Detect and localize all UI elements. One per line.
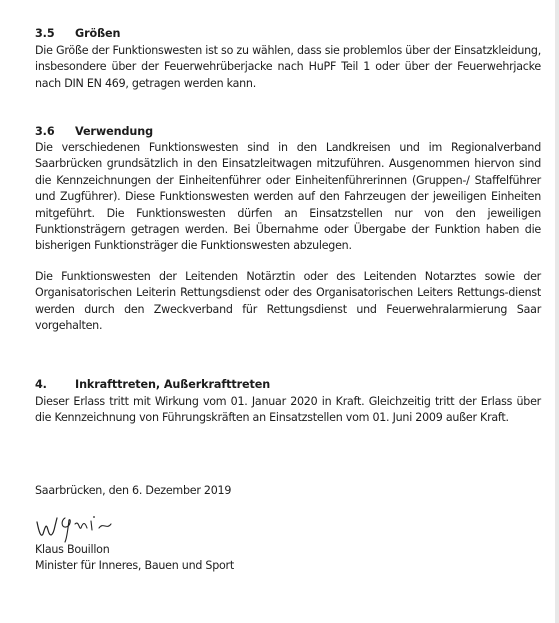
section-heading-3-5: [35, 26, 120, 42]
section-heading-4: [35, 377, 270, 393]
section-body-3-6-paragraph-2: Die Funktionswesten der Leitenden Notärztin oder des Leitenden Notarztes sowie der Organisatorischen Leiterin Rettungsdienst oder des Organisatorischen Leiters Rettungs-dienst werden durch den Zweckverband für Rettungsdienst und Feuerwehralarmierung Saar vorgehalten.: [35, 270, 541, 333]
signer-name: Klaus Bouillon: [35, 543, 110, 556]
handwritten-signature: [35, 508, 175, 544]
page-edge: [555, 0, 559, 623]
section-number: 4.: [35, 378, 47, 391]
place-date: Saarbrücken, den 6. Dezember 2019: [35, 484, 232, 497]
section-title: Größen: [75, 27, 121, 40]
section-number: 3.6: [35, 125, 55, 138]
section-body-4: Dieser Erlass tritt mit Wirkung vom 01. Januar 2020 in Kraft. Gleichzeitig tritt der Erlass über die Kennzeichnung von Führungskräften an Einsatzstellen vom 01. Juni 2009 außer Kraft.: [35, 395, 541, 425]
section-heading-3-6: [35, 124, 153, 140]
signer-role: Minister für Inneres, Bauen und Sport: [35, 559, 234, 572]
section-body-3-6-paragraph-1: Die verschiedenen Funktionswesten sind in den Landkreisen und im Regionalverband Saarbrücken grundsätzlich in den Einsatzleitwagen mitzuführen. Ausgenommen hiervon sind die Kennzeichnungen der Einheitenführer oder Einheitenführerinnen (Gruppen-/ Staffelführer und Zugführer). Diese Funktionswesten werden auf den Fahrzeugen der jeweiligen Einheiten mitgeführt. Die Funktionswesten dürfen an Einsatzstellen nur von den jeweiligen Funktionsträgern getragen werden. Bei Übernahme oder Übergabe der Funktion haben die bisherigen Funktionsträger die Funktionswesten abzulegen.: [35, 141, 541, 253]
section-title: Inkrafttreten, Außerkrafttreten: [75, 378, 271, 391]
section-body-3-5: Die Größe der Funktionswesten ist so zu wählen, dass sie problemlos über der Einsatzkleidung, insbesondere über der Feuerwehrüberjacke nach HuPF Teil 1 oder über der Feuerwehrjacke nach DIN EN 469, getragen werden kann.: [35, 44, 541, 90]
section-title: Verwendung: [75, 125, 153, 138]
section-number: 3.5: [35, 27, 55, 40]
